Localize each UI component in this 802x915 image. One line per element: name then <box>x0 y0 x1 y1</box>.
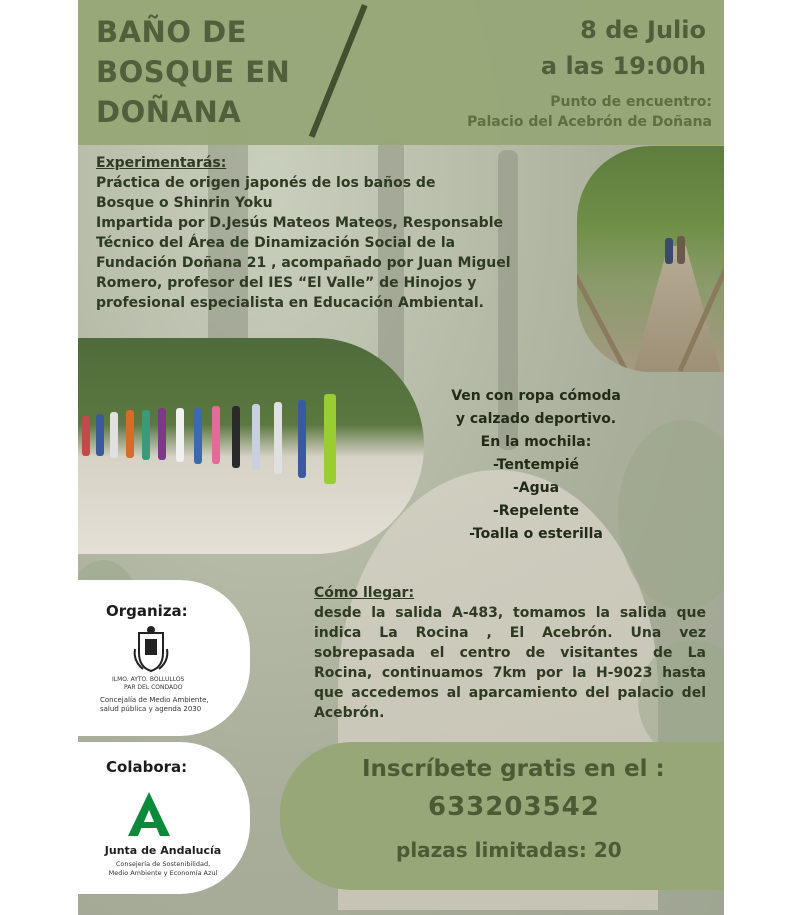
department-line: Concejalía de Medio Ambiente, <box>100 696 209 704</box>
participant-figure <box>96 414 104 456</box>
municipal-crest-icon <box>131 625 171 673</box>
walker-figure <box>677 236 685 264</box>
experience-section <box>96 153 532 313</box>
walkway-photo <box>577 146 724 372</box>
header-panel <box>78 0 724 145</box>
event-title <box>96 12 316 132</box>
checklist-item: -Repelente <box>492 503 580 519</box>
participant-figure <box>298 400 306 478</box>
participant-figure <box>274 402 282 474</box>
group-photo <box>78 338 424 554</box>
meeting-label: Punto de encuentro: <box>550 94 712 110</box>
checklist-item: -Tentempié <box>493 457 579 473</box>
collaborator-department-line: Consejería de Sostenibilidad, <box>115 860 211 868</box>
directions-text: desde la salida A-483, tomamos la salida que indica La Rocina , El Acebrón. Una vez sobrepasada el centro de visitantes de La Rocina, continuamos 7km por la H-9023 hasta que accedemos al aparcamiento del palacio del Acebrón. <box>314 605 706 721</box>
divider-slash <box>309 4 368 138</box>
participant-figure <box>232 406 240 468</box>
collaborator-title: Colabora: <box>106 758 188 776</box>
participant-figure <box>194 408 202 464</box>
organizer-title: Organiza: <box>106 602 188 620</box>
participant-figure <box>142 410 150 460</box>
time-text: a las 19:00h <box>540 52 706 80</box>
checklist-line: Ven con ropa cómoda <box>451 388 621 404</box>
walker-figure <box>665 238 673 264</box>
experience-line: Técnico del Área de Dinamización Social de la <box>96 235 456 251</box>
participant-figure <box>176 408 184 462</box>
limited-places: plazas limitadas: 20 <box>396 838 622 862</box>
department-line: salud pública y agenda 2030 <box>100 705 202 713</box>
entity-line: PAR DEL CONDADO <box>124 684 183 691</box>
title-line: BAÑO DE <box>96 15 247 49</box>
title-line: DOÑANA <box>96 95 242 129</box>
collaborator-department-line: Medio Ambiente y Economía Azul <box>108 869 218 877</box>
participant-figure <box>252 404 260 470</box>
collaborator-department <box>92 860 234 878</box>
date-text: 8 de Julio <box>580 16 706 44</box>
junta-andalucia-logo-icon <box>124 790 174 838</box>
participant-figure <box>82 416 90 456</box>
participant-figure <box>158 408 166 460</box>
walkway-rail <box>577 271 628 370</box>
experience-line: Romero, profesor del IES “El Valle” de Hinojos y <box>96 275 477 291</box>
title-line: BOSQUE EN <box>96 55 291 89</box>
registration-text: Inscríbete gratis en el : <box>362 756 665 782</box>
registration-panel <box>280 742 724 890</box>
organizer-card <box>78 580 250 736</box>
experience-line: Fundación Doñana 21 , acompañado por Juan Miguel <box>96 255 511 271</box>
directions-heading: Cómo llegar: <box>314 585 415 601</box>
checklist-item: -Agua <box>512 480 560 496</box>
experience-line: Bosque o Shinrin Yoku <box>96 195 273 211</box>
experience-heading: Experimentarás: <box>96 155 227 171</box>
collaborator-name: Junta de Andalucía <box>104 844 222 857</box>
checklist-line: y calzado deportivo. <box>455 411 617 427</box>
equipment-checklist <box>440 385 632 546</box>
checklist-line: En la mochila: <box>480 434 592 450</box>
experience-line: profesional especialista en Educación Ambiental. <box>96 295 484 311</box>
phone-number[interactable]: 633203542 <box>428 792 600 822</box>
experience-line: Impartida por D.Jesús Mateos Mateos, Responsable <box>96 215 503 231</box>
collaborator-card <box>78 742 250 894</box>
event-date <box>541 12 706 84</box>
experience-line: Práctica de origen japonés de los baños de <box>96 175 436 191</box>
participant-figure <box>126 410 134 458</box>
meeting-place: Palacio del Acebrón de Doñana <box>467 114 712 130</box>
meeting-point <box>467 92 712 132</box>
poster <box>78 0 724 915</box>
directions-section <box>314 583 706 723</box>
checklist-item: -Toalla o esterilla <box>469 526 603 542</box>
entity-line: ILMO. AYTO. BOLLULLOS <box>112 676 185 683</box>
participant-figure <box>212 406 220 464</box>
participant-figure <box>110 412 118 458</box>
participant-figure <box>324 394 336 484</box>
